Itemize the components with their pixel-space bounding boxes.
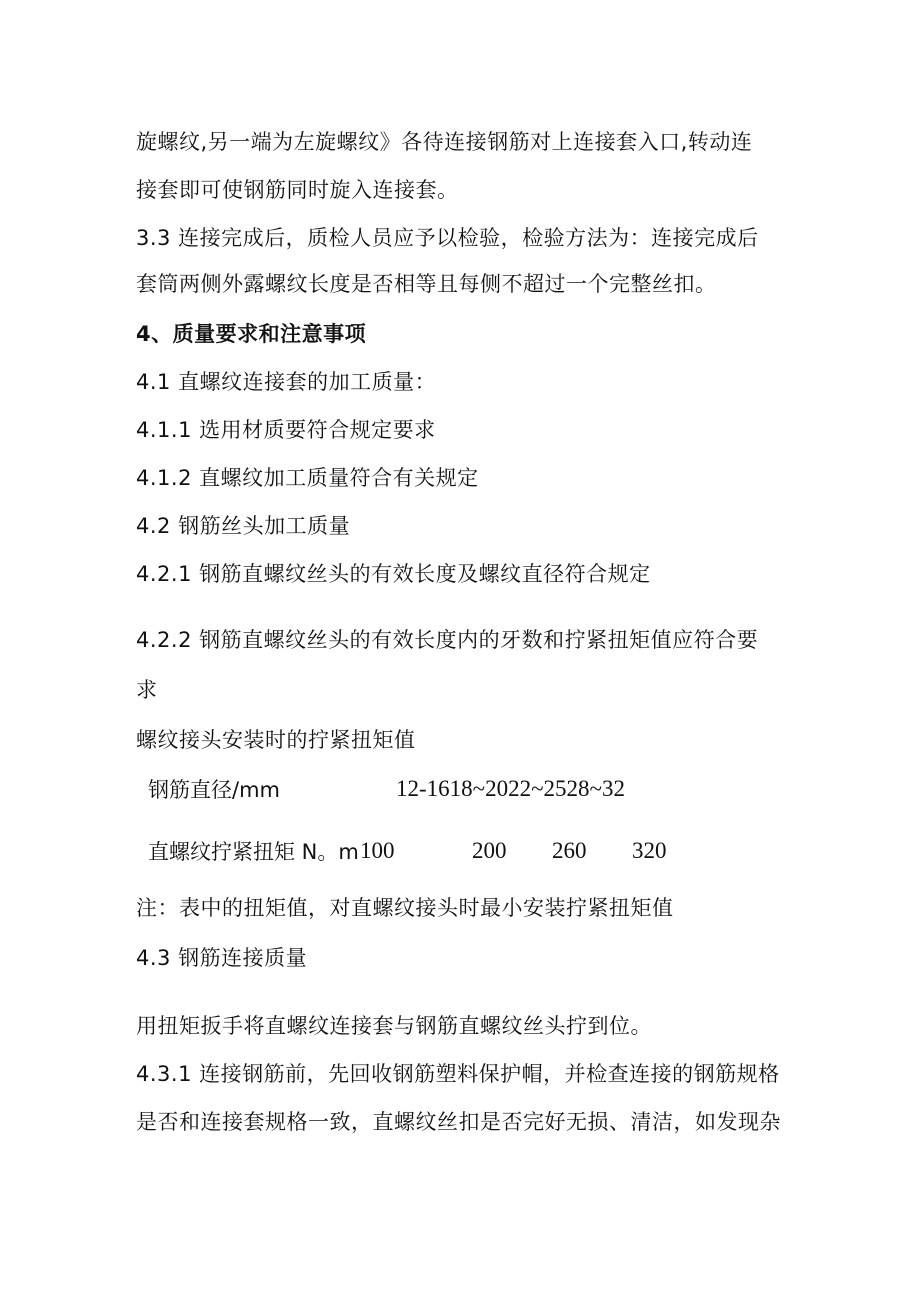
- section-heading-4: 4、质量要求和注意事项: [136, 322, 367, 346]
- section-4-2-1: 4.2.1 钢筋直螺纹丝头的有效长度及螺纹直径符合规定: [136, 562, 651, 586]
- section-3-3-line: 套筒两侧外露螺纹长度是否相等且每侧不超过一个完整丝扣。: [136, 272, 717, 296]
- torque-row-2-value: 100: [360, 838, 395, 863]
- torque-row-1-values: 12-1618~2022~2528~32: [396, 776, 625, 801]
- torque-row-1-label: 钢筋直径/mm: [148, 778, 280, 802]
- paragraph-line: 接套即可使钢筋同时旋入连接套。: [136, 178, 459, 202]
- section-3-3-line: 3.3 连接完成后，质检人员应予以检验，检验方法为：连接完成后: [136, 226, 759, 250]
- section-4-1: 4.1 直螺纹连接套的加工质量：: [136, 370, 437, 394]
- section-4-2: 4.2 钢筋丝头加工质量: [136, 514, 351, 538]
- torque-row-2-value: 320: [632, 838, 667, 863]
- table-title: 螺纹接头安装时的拧紧扭矩值: [136, 728, 416, 752]
- section-4-3-intro: 用扭矩扳手将直螺纹连接套与钢筋直螺纹丝头拧到位。: [136, 1014, 652, 1038]
- section-4-3: 4.3 钢筋连接质量: [136, 946, 308, 970]
- section-4-3-1-line: 4.3.1 连接钢筋前，先回收钢筋塑料保护帽，并检查连接的钢筋规格: [136, 1062, 780, 1086]
- torque-row-2-value: 200: [472, 838, 507, 863]
- section-4-2-2-line: 4.2.2 钢筋直螺纹丝头的有效长度内的牙数和拧紧扭矩值应符合要: [136, 628, 759, 652]
- section-4-2-2-line: 求: [136, 678, 158, 702]
- paragraph-line: 旋螺纹,另一端为左旋螺纹》各待连接钢筋对上连接套入口,转动连: [136, 130, 753, 154]
- section-4-3-1-line: 是否和连接套规格一致，直螺纹丝扣是否完好无损、清洁，如发现杂: [136, 1110, 781, 1134]
- table-note: 注：表中的扭矩值，对直螺纹接头时最小安装拧紧扭矩值: [136, 896, 674, 920]
- torque-row-2-value: 260: [552, 838, 587, 863]
- torque-row-2-label: 直螺纹拧紧扭矩 N。m: [148, 840, 359, 864]
- section-4-1-2: 4.1.2 直螺纹加工质量符合有关规定: [136, 466, 479, 490]
- section-4-1-1: 4.1.1 选用材质要符合规定要求: [136, 418, 436, 442]
